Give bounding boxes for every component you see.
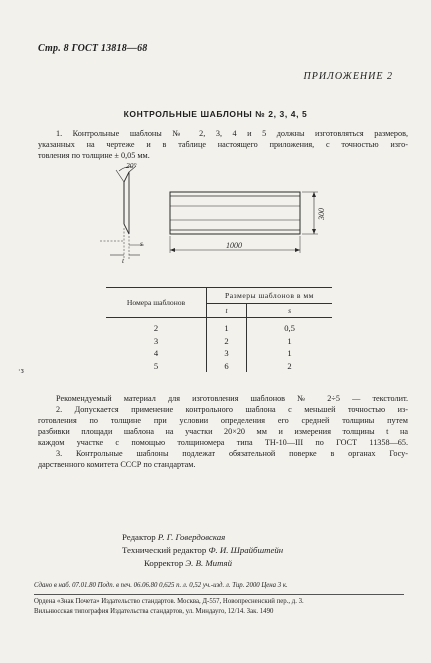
publisher-line: Ордена «Знак Почета» Издательство стандартов. Москва, Д-557, Новопресненский пер., д. 3. bbox=[34, 598, 304, 605]
length-label: 1000 bbox=[226, 241, 242, 250]
table-header-numbers: Номера шаблонов bbox=[106, 288, 207, 318]
table-cell: 1 bbox=[247, 335, 332, 348]
signature-row bbox=[122, 557, 283, 570]
imprint-line: Сдано в наб. 07.01.80 Подп. в печ. 06.06.80 0,625 п. л. 0,52 уч.-изд. л. Тир. 2000 Цена 3 к. bbox=[34, 582, 288, 589]
table-cell: 4 bbox=[153, 348, 159, 359]
signature-name: Э. В. Митяй bbox=[185, 558, 233, 568]
thickness-label: s bbox=[140, 239, 143, 248]
signature-role: Редактор bbox=[122, 532, 156, 542]
table-cell: 1 bbox=[207, 322, 247, 335]
t-label: t bbox=[122, 256, 125, 264]
paragraph-1-line: указанных на чертеже и в таблице настоящего приложения, с точностью изго- bbox=[38, 140, 408, 149]
table-header-group: Размеры шаблонов в мм bbox=[207, 288, 333, 304]
template-side-profile bbox=[124, 172, 129, 234]
template-plate bbox=[170, 192, 300, 234]
page-header: Стр. 8 ГОСТ 13818—68 bbox=[38, 43, 148, 54]
signatures-block bbox=[122, 531, 283, 570]
appendix-label: ПРИЛОЖЕНИЕ 2 bbox=[303, 71, 393, 82]
paragraph-2-line: каждом участке с помощью толщиномера типа ТН-10—III по ГОСТ 11358—65. bbox=[38, 438, 408, 447]
table-cell: 1 bbox=[247, 347, 332, 360]
angle-label: 20° bbox=[126, 162, 137, 170]
signature-row bbox=[122, 531, 283, 544]
paragraph-1-line: 1. Контрольные шаблоны № 2, 3, 4 и 5 должны изготовляться размеров, bbox=[56, 129, 408, 138]
table-row bbox=[106, 335, 332, 348]
table-cell: 0,5 bbox=[247, 322, 332, 335]
table-row bbox=[106, 347, 332, 360]
paragraph-1 bbox=[38, 128, 408, 161]
paragraph-1-line: товления по толщине ± 0,05 мм. bbox=[38, 151, 150, 160]
table-header-t: t bbox=[207, 304, 247, 318]
publisher-line: Вильнюсская типография Издательства стандартов, ул. Миндауго, 12/14. Зак. 1490 bbox=[34, 607, 274, 615]
table-header-s: s bbox=[247, 304, 332, 318]
table-cell: 2 bbox=[207, 335, 247, 348]
signature-role: Корректор bbox=[144, 558, 184, 568]
signature-name: Р. Г. Говердовская bbox=[157, 532, 226, 542]
paragraph-2-line: Рекомендуемый материал для изготовления шаблонов № 2÷5 — текстолит. bbox=[56, 394, 408, 403]
signature-role: Технический редактор bbox=[122, 545, 207, 555]
publisher-block bbox=[34, 597, 404, 616]
divider bbox=[34, 594, 404, 595]
paragraph-2-line: 2. Допускается применение контрольного шаблона с меньшей точностью из- bbox=[56, 405, 408, 414]
table-cell: 2 bbox=[247, 360, 332, 373]
table-cell: 3 bbox=[153, 335, 159, 346]
margin-mark: ·з bbox=[18, 366, 24, 375]
paragraph-2-line: дарственного комитета СССР по стандартам. bbox=[38, 460, 196, 469]
signature-row bbox=[122, 544, 283, 557]
paragraph-2-line: 3. Контрольные шаблоны подлежат обязательной поверке в органах Госу- bbox=[56, 449, 408, 458]
section-title: КОНТРОЛЬНЫЕ ШАБЛОНЫ № 2, 3, 4, 5 bbox=[123, 109, 308, 119]
table-cell: 5 bbox=[153, 360, 159, 371]
paragraph-2 bbox=[38, 393, 408, 470]
dimensions-table bbox=[106, 287, 332, 372]
table-cell: 3 bbox=[207, 347, 247, 360]
paragraph-2-line: разбивки площади шаблона на участки 20×20 мм и измерения толщины t на bbox=[38, 427, 408, 436]
table-row bbox=[106, 360, 332, 373]
paragraph-2-line: готовления по толщине при условии определения его средней толщины путем bbox=[38, 416, 408, 425]
template-drawing bbox=[100, 162, 330, 264]
table-cell: 2 bbox=[153, 323, 159, 334]
table-cell: 6 bbox=[207, 360, 247, 373]
signature-name: Ф. И. Шрайбштейн bbox=[208, 545, 284, 555]
table-row bbox=[106, 322, 332, 335]
width-label: 300 bbox=[317, 208, 326, 220]
